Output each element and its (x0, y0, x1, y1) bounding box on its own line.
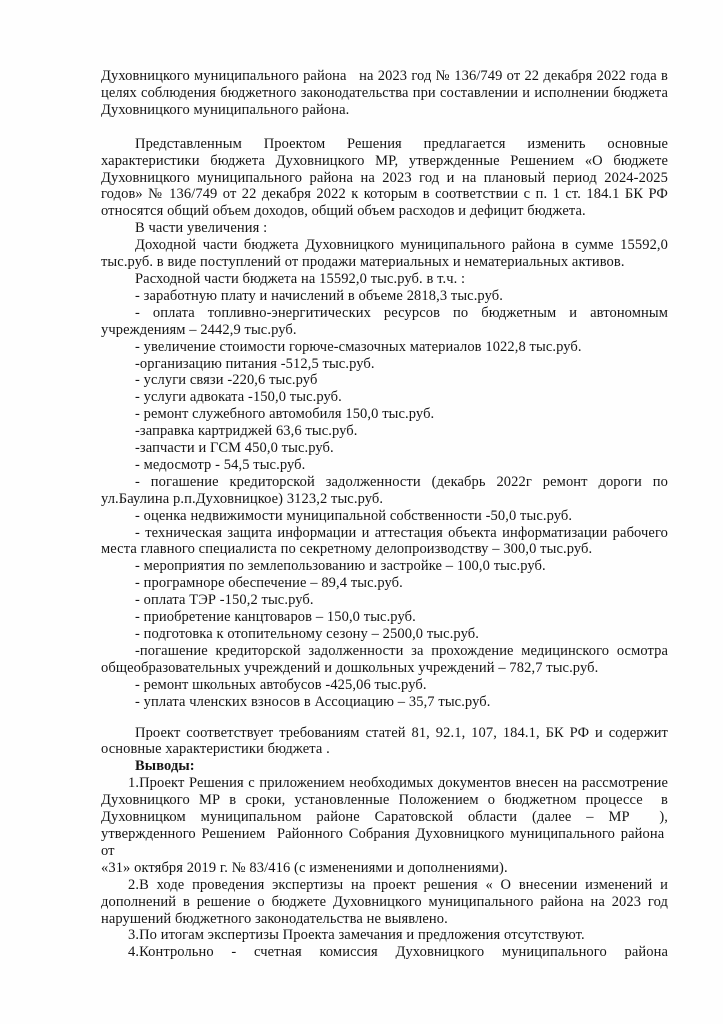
text-line: дополнений в решение о бюджете Духовницкого муниципального района на 2023 год (101, 893, 668, 910)
document-body (101, 68, 668, 961)
text-line: ул.Баулина р.п.Духовницкое) 3123,2 тыс.руб. (101, 490, 384, 507)
text-line: - оплата ТЭР -150,2 тыс.руб. (135, 592, 314, 609)
text-line: - заработную плату и начислений в объеме 2818,3 тыс.руб. (135, 287, 503, 304)
text-line: - техническая защита информации и аттестация объекта информатизации рабочего (135, 524, 668, 541)
text-line: - оплата топливно-энергитических ресурсов по бюджетным и автономным (135, 304, 668, 321)
text-line: Расходной части бюджета на 15592,0 тыс.руб. в т.ч. : (135, 270, 466, 287)
text-line: - оценка недвижимости муниципальной собственности -50,0 тыс.руб. (135, 507, 573, 524)
text-line: - ремонт служебного автомобиля 150,0 тыс.руб. (135, 406, 435, 423)
text-line: относятся общий объем доходов, общий объем расходов и дефицит бюджета. (101, 203, 586, 220)
text-line: Духовницкого муниципального района на 2023 год и на плановый период 2024-2025 (101, 169, 668, 186)
text-line: Духовницкого муниципального района. (101, 101, 350, 118)
text-line: Проект соответствует требованиям статей 81, 92.1, 107, 184.1, БК РФ и содержит (135, 724, 668, 741)
text-line: 4.Контрольно - счетная комиссия Духовницкого муниципального района (128, 944, 668, 961)
text-line: годов» № 136/749 от 22 декабря 2022 к которым в соответствии с п. 1 ст. 184.1 БК РФ (101, 186, 668, 203)
text-line: нарушений бюджетного законодательства не выявлено. (101, 910, 448, 927)
text-line: - ремонт школьных автобусов -425,06 тыс.руб. (135, 676, 427, 693)
text-line: - подготовка к отопительному сезону – 2500,0 тыс.руб. (135, 626, 479, 642)
text-line: тыс.руб. в виде поступлений от продажи материальных и нематериальных активов. (101, 254, 625, 271)
text-line: Духовницком муниципальном районе Саратовской области (далее – МР ), (101, 809, 668, 826)
text-line: Духовницкого муниципального района на 2023 год № 136/749 от 22 декабря 2022 года в (101, 68, 668, 84)
text-line: учреждениям – 2442,9 тыс.руб. (101, 321, 297, 338)
text-line: -запчасти и ГСМ 450,0 тыс.руб. (135, 440, 334, 457)
paragraph-gap (101, 119, 668, 136)
text-line: утвержденного Решением Районного Собрания Духовницкого муниципального района от (101, 825, 668, 859)
text-line: 3.По итогам экспертизы Проекта замечания и предложения отсутствуют. (128, 927, 585, 944)
text-line: -организацию питания -512,5 тыс.руб. (135, 355, 375, 372)
text-line: 2.В ходе проведения экспертизы на проект решения « О внесении изменений и (128, 876, 668, 893)
text-line: Доходной части бюджета Духовницкого муниципального района в сумме 15592,0 (135, 237, 668, 254)
text-line: - погашение кредиторской задолженности (декабрь 2022г ремонт дороги по (135, 473, 668, 490)
text-line: - приобретение канцтоваров – 150,0 тыс.руб. (135, 609, 416, 626)
text-line: «31» октября 2019 г. № 83/416 (с изменениями и дополнениями). (101, 859, 508, 876)
text-line: - увеличение стоимости горюче-смазочных материалов 1022,8 тыс.руб. (135, 338, 582, 355)
text-line: - програмноре обеспечение – 89,4 тыс.руб. (135, 575, 403, 592)
text-line: общеобразовательных учреждений и дошкольных учреждений – 782,7 тыс.руб. (101, 659, 599, 676)
text-line: - услуги связи -220,6 тыс.руб (135, 372, 318, 389)
text-line: -погашение кредиторской задолженности за прохождение медицинского осмотра (135, 642, 668, 659)
text-line: -заправка картриджей 63,6 тыс.руб. (135, 423, 358, 440)
text-line: целях соблюдения бюджетного законодательства при составлении и исполнении бюджета (101, 84, 668, 101)
paragraph-gap (101, 711, 668, 725)
text-line: - мероприятия по землепользованию и застройке – 100,0 тыс.руб. (135, 558, 546, 575)
text-line: - медосмотр - 54,5 тыс.руб. (135, 456, 306, 473)
text-line: характеристики бюджета Духовницкого МР, утвержденные Решением «О бюджете (101, 152, 668, 169)
text-line: 1.Проект Решения с приложением необходимых документов внесен на рассмотрение (128, 775, 668, 792)
text-line: Выводы: (135, 758, 195, 775)
text-line: Представленным Проектом Решения предлагается изменить основные (135, 135, 668, 152)
text-line: - услуги адвоката -150,0 тыс.руб. (135, 389, 342, 406)
text-line: основные характеристики бюджета . (101, 741, 330, 758)
text-line: Духовницкого МР в сроки, установленные Положением о бюджетном процессе в (101, 792, 668, 809)
text-line: места главного специалиста по секретному делопроизводству – 300,0 тыс.руб. (101, 541, 593, 558)
text-line: - уплата членских взносов в Ассоциацию – 35,7 тыс.руб. (135, 693, 491, 710)
text-line: В части увеличения : (135, 220, 268, 237)
